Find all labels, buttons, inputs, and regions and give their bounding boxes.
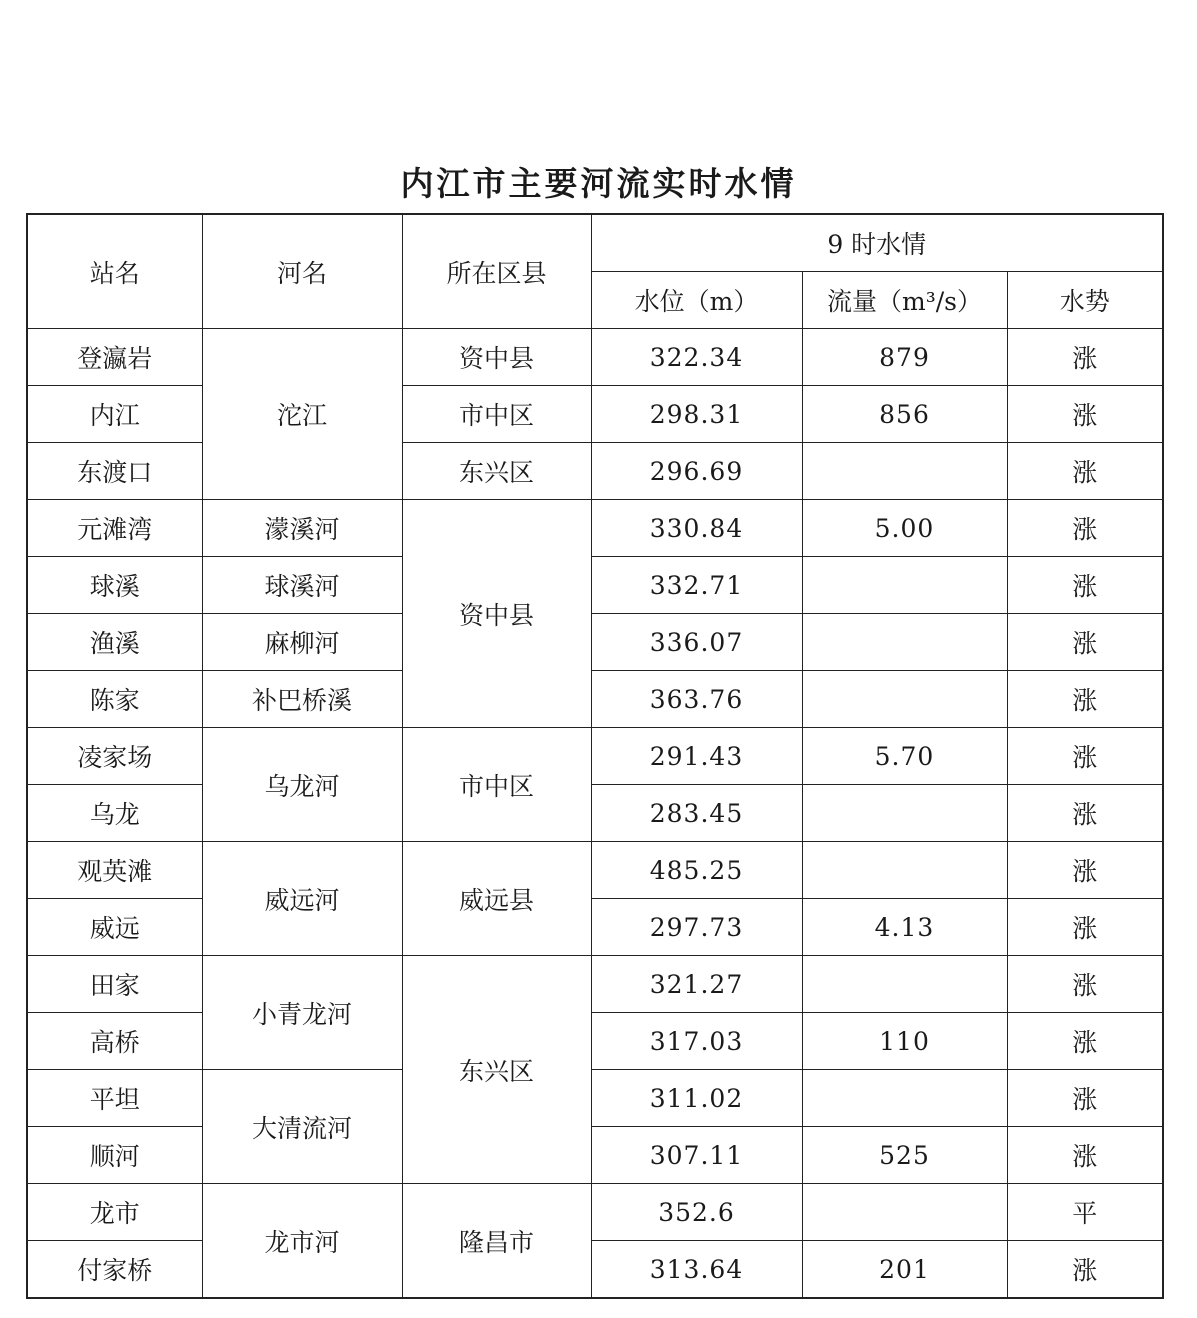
level-cell: 332.71 (591, 557, 802, 614)
level-cell: 307.11 (591, 1127, 802, 1184)
header-station: 站名 (27, 214, 202, 329)
trend-cell: 涨 (1007, 899, 1163, 956)
table-row (27, 1184, 1163, 1241)
flow-cell (802, 443, 1007, 500)
header-county: 所在区县 (402, 214, 591, 329)
flow-cell: 4.13 (802, 899, 1007, 956)
table-row (27, 1127, 1163, 1184)
river-cell: 麻柳河 (202, 614, 402, 671)
level-cell: 298.31 (591, 386, 802, 443)
flow-cell: 5.70 (802, 728, 1007, 785)
level-cell: 352.6 (591, 1184, 802, 1241)
trend-cell: 涨 (1007, 728, 1163, 785)
trend-cell: 涨 (1007, 386, 1163, 443)
level-cell: 296.69 (591, 443, 802, 500)
trend-cell: 涨 (1007, 557, 1163, 614)
flow-cell (802, 842, 1007, 899)
table-row (27, 1241, 1163, 1299)
table-row (27, 443, 1163, 500)
flow-cell (802, 1070, 1007, 1127)
level-cell: 330.84 (591, 500, 802, 557)
level-cell: 336.07 (591, 614, 802, 671)
header-river: 河名 (202, 214, 402, 329)
table-row (27, 899, 1163, 956)
county-cell: 资中县 (402, 500, 591, 728)
table-row (27, 1013, 1163, 1070)
flow-cell: 879 (802, 329, 1007, 386)
county-cell: 东兴区 (402, 956, 591, 1184)
header-flow: 流量（m³/s） (802, 272, 1007, 329)
station-cell: 平坦 (27, 1070, 202, 1127)
flow-cell: 110 (802, 1013, 1007, 1070)
flow-cell: 201 (802, 1241, 1007, 1299)
station-cell: 凌家场 (27, 728, 202, 785)
river-cell: 沱江 (202, 329, 402, 500)
flow-cell (802, 557, 1007, 614)
county-cell: 市中区 (402, 386, 591, 443)
table-row (27, 956, 1163, 1013)
trend-cell: 涨 (1007, 614, 1163, 671)
station-cell: 威远 (27, 899, 202, 956)
station-cell: 元滩湾 (27, 500, 202, 557)
county-cell: 东兴区 (402, 443, 591, 500)
river-cell: 龙市河 (202, 1184, 402, 1299)
county-cell: 威远县 (402, 842, 591, 956)
level-cell: 291.43 (591, 728, 802, 785)
river-cell: 大清流河 (202, 1070, 402, 1184)
station-cell: 乌龙 (27, 785, 202, 842)
table-row (27, 329, 1163, 386)
table-row (27, 614, 1163, 671)
trend-cell: 涨 (1007, 956, 1163, 1013)
station-cell: 内江 (27, 386, 202, 443)
table-row (27, 386, 1163, 443)
water-level-table (26, 213, 1164, 1299)
station-cell: 东渡口 (27, 443, 202, 500)
level-cell: 485.25 (591, 842, 802, 899)
river-cell: 乌龙河 (202, 728, 402, 842)
station-cell: 顺河 (27, 1127, 202, 1184)
trend-cell: 涨 (1007, 1013, 1163, 1070)
station-cell: 付家桥 (27, 1241, 202, 1299)
river-cell: 补巴桥溪 (202, 671, 402, 728)
flow-cell (802, 956, 1007, 1013)
table-row (27, 500, 1163, 557)
flow-cell: 856 (802, 386, 1007, 443)
county-cell: 资中县 (402, 329, 591, 386)
header-level: 水位（m） (591, 272, 802, 329)
flow-cell (802, 1184, 1007, 1241)
trend-cell: 涨 (1007, 1127, 1163, 1184)
table-row (27, 728, 1163, 785)
level-cell: 363.76 (591, 671, 802, 728)
county-cell: 市中区 (402, 728, 591, 842)
station-cell: 田家 (27, 956, 202, 1013)
trend-cell: 涨 (1007, 842, 1163, 899)
table-row (27, 671, 1163, 728)
flow-cell (802, 614, 1007, 671)
header-group: 9 时水情 (591, 214, 1163, 272)
header-trend: 水势 (1007, 272, 1163, 329)
river-cell: 球溪河 (202, 557, 402, 614)
trend-cell: 涨 (1007, 329, 1163, 386)
header-row (27, 214, 1163, 272)
station-cell: 登瀛岩 (27, 329, 202, 386)
trend-cell: 涨 (1007, 671, 1163, 728)
trend-cell: 涨 (1007, 1241, 1163, 1299)
station-cell: 龙市 (27, 1184, 202, 1241)
river-cell: 威远河 (202, 842, 402, 956)
level-cell: 313.64 (591, 1241, 802, 1299)
table-row (27, 557, 1163, 614)
flow-cell (802, 671, 1007, 728)
station-cell: 球溪 (27, 557, 202, 614)
table-row (27, 785, 1163, 842)
trend-cell: 涨 (1007, 1070, 1163, 1127)
table-row (27, 1070, 1163, 1127)
trend-cell: 涨 (1007, 443, 1163, 500)
station-cell: 高桥 (27, 1013, 202, 1070)
trend-cell: 平 (1007, 1184, 1163, 1241)
level-cell: 283.45 (591, 785, 802, 842)
table-title: 内江市主要河流实时水情 (400, 164, 797, 203)
river-cell: 濛溪河 (202, 500, 402, 557)
level-cell: 311.02 (591, 1070, 802, 1127)
trend-cell: 涨 (1007, 500, 1163, 557)
trend-cell: 涨 (1007, 785, 1163, 842)
station-cell: 观英滩 (27, 842, 202, 899)
flow-cell (802, 785, 1007, 842)
flow-cell: 525 (802, 1127, 1007, 1184)
station-cell: 渔溪 (27, 614, 202, 671)
table-row (27, 842, 1163, 899)
river-cell: 小青龙河 (202, 956, 402, 1070)
level-cell: 321.27 (591, 956, 802, 1013)
level-cell: 317.03 (591, 1013, 802, 1070)
county-cell: 隆昌市 (402, 1184, 591, 1299)
flow-cell: 5.00 (802, 500, 1007, 557)
station-cell: 陈家 (27, 671, 202, 728)
level-cell: 322.34 (591, 329, 802, 386)
level-cell: 297.73 (591, 899, 802, 956)
